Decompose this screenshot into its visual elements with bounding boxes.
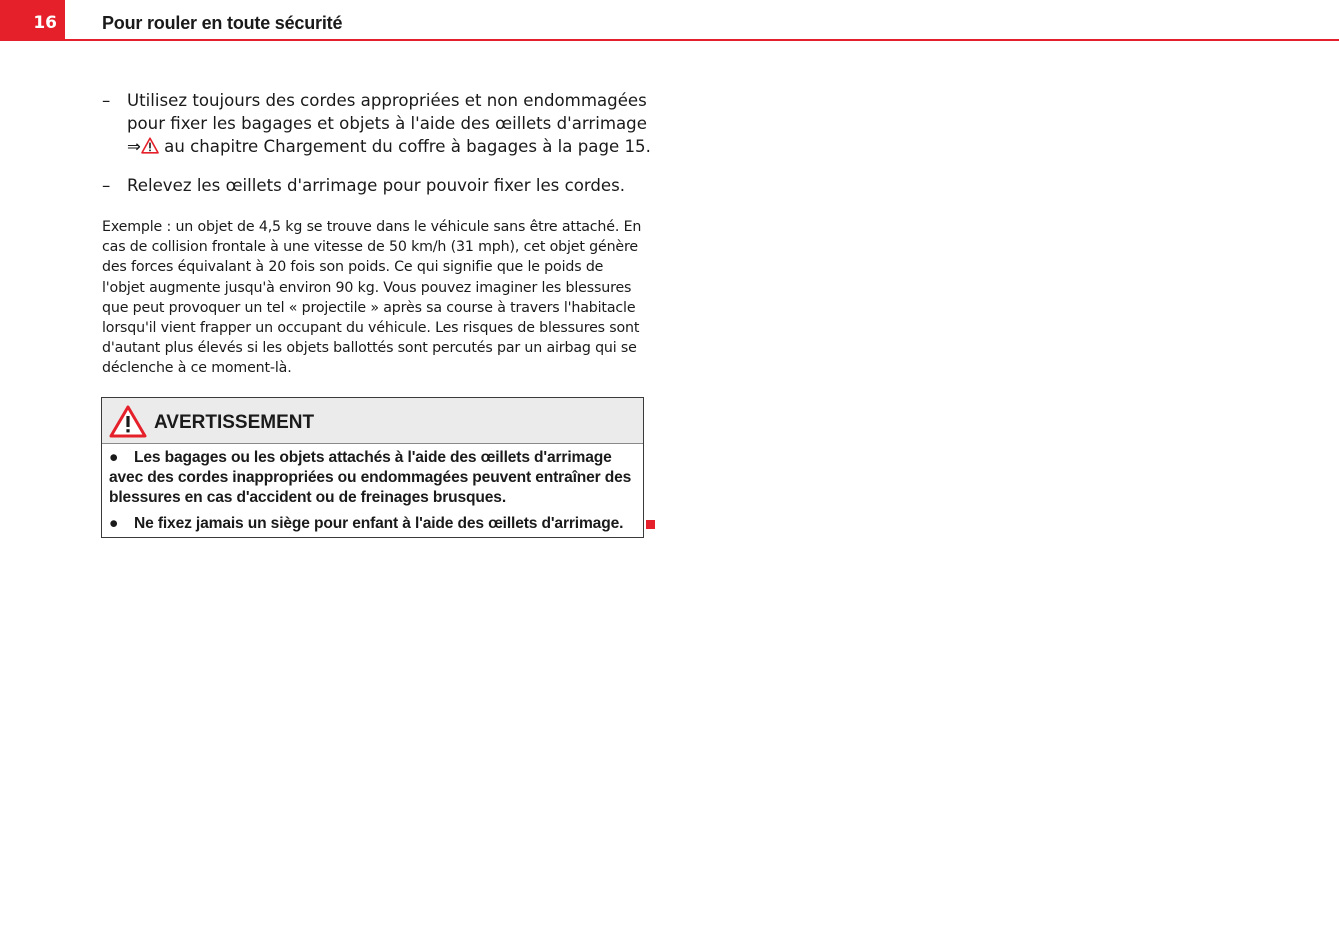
instruction-text: Relevez les œillets d'arrimage pour pouvoir fixer les cordes.: [127, 176, 626, 195]
warning-item-text: Les bagages ou les objets attachés à l'aide des œillets d'arrimage avec des cordes inappropriées ou endommagées peuvent entraîner des blessures en cas d'accident ou de freinages brusques.: [109, 449, 632, 507]
header-rule: [0, 39, 1339, 41]
warning-box-header: [102, 398, 643, 444]
page-number: 16: [0, 0, 65, 39]
warning-item: [109, 448, 635, 509]
warning-triangle-icon[interactable]: [141, 137, 159, 154]
page-title: Pour rouler en toute sécurité: [102, 13, 343, 33]
warning-item: [109, 514, 635, 534]
dash-marker: –: [102, 91, 111, 110]
instruction-item: [102, 174, 662, 197]
instruction-text-cont: au chapitre Chargement du coffre à bagages à la page 15.: [158, 137, 651, 156]
example-paragraph: Exemple : un objet de 4,5 kg se trouve dans le véhicule sans être attaché. En cas de collision frontale à une vitesse de 50 km/h (31 mph), cet objet génère des forces équivalant à 20 fois son poids. Ce qui signifie que le poids de l'objet augmente jusqu'à environ 90 kg. Vous pouvez imaginer les blessures que peut provoquer un tel « projectile » après sa course à travers l'habitacle lorsqu'il vient frapper un occupant du véhicule. Les risques de blessures sont d'autant plus élevés si les objets ballottés sont percutés par un airbag qui se déclenche à ce moment-là.: [102, 219, 642, 377]
bullet-dot: ●: [109, 449, 119, 466]
bullet-dot: ●: [109, 514, 119, 532]
warning-title: AVERTISSEMENT: [154, 412, 315, 433]
instruction-list: [102, 89, 662, 213]
warning-body: [102, 444, 643, 534]
instruction-item: [102, 89, 662, 158]
end-of-section-square-icon: [646, 520, 655, 529]
page-header: [0, 0, 1339, 41]
dash-marker: –: [102, 176, 111, 195]
warning-triangle-icon: [109, 405, 147, 438]
warning-item-text: Ne fixez jamais un siège pour enfant à l'aide des œillets d'arrimage.: [134, 514, 624, 532]
instruction-text: Utilisez toujours des cordes appropriées et non endommagées pour fixer les bagages et objets à l'aide des œillets d'arrimage: [127, 91, 647, 133]
warning-box: [101, 397, 644, 538]
reference-arrow: ⇒: [127, 137, 141, 156]
